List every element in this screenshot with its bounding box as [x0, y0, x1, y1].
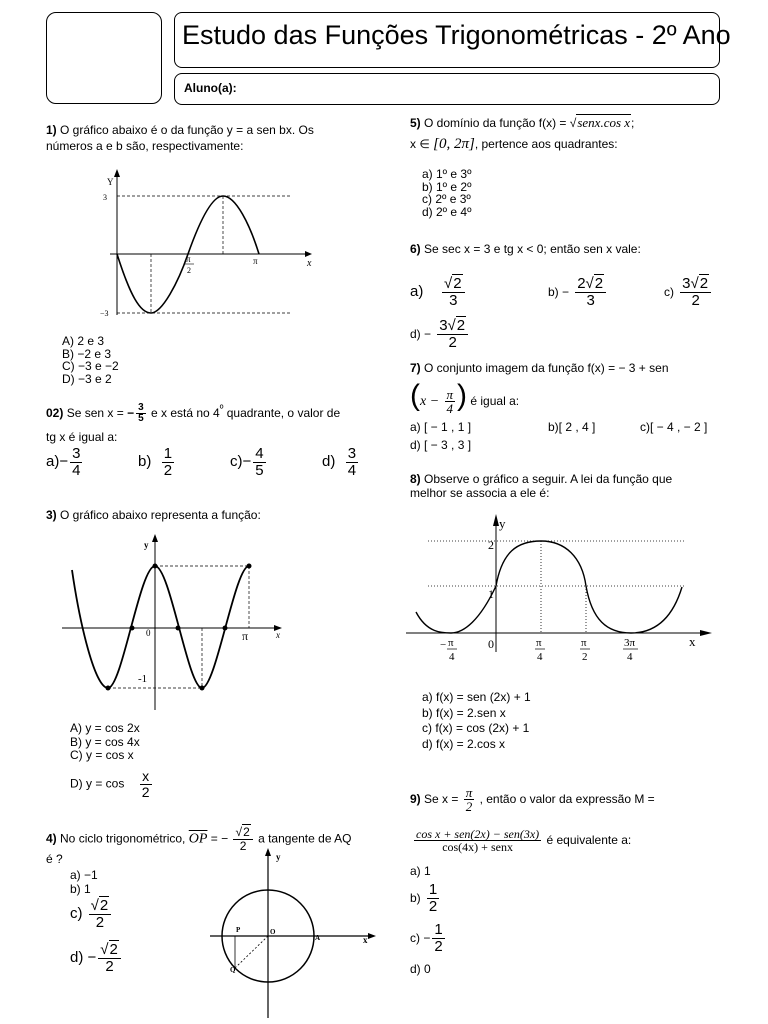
- q1-option-b[interactable]: B) −2 e 3: [62, 346, 112, 361]
- svg-text:0: 0: [488, 637, 494, 651]
- q4-option-b[interactable]: b) 1: [70, 882, 91, 896]
- q1-tick2: π: [253, 256, 258, 266]
- q1-y-arrow: [114, 169, 120, 177]
- q7-line1: 7) O conjunto imagem da função f(x) = − 3 + sen: [410, 361, 669, 375]
- q8-graph: [402, 512, 720, 677]
- svg-text:π: π: [242, 629, 249, 643]
- svg-text:x: x: [276, 630, 280, 640]
- q2-line1: 02) Se sen x = − $\frac{3}{5}$ e x está no $4^º$ quadrante, o valor de: [46, 401, 341, 425]
- q4-option-d[interactable]: d) − $\frac{√2}{2}$: [70, 942, 123, 975]
- q2-line2: tg x é igual a:: [46, 430, 118, 444]
- student-name-label: Aluno(a):: [184, 81, 237, 95]
- q3-option-a[interactable]: A) y = cos 2x: [70, 721, 140, 735]
- q8-line2: melhor se associa a ele é:: [410, 486, 550, 500]
- q5-option-d[interactable]: d) 2º e 4º: [422, 204, 472, 219]
- q3-option-b[interactable]: B) y = cos 4x: [70, 734, 140, 749]
- q1-tick1-den: 2: [187, 266, 191, 275]
- svg-text:0: 0: [146, 628, 151, 638]
- q1-x-label: x: [307, 258, 312, 269]
- q4-option-c[interactable]: c) $\frac{√2}{2}$: [70, 898, 113, 931]
- q3-text: 3) O gráfico abaixo representa a função:: [46, 508, 261, 522]
- q6-option-a[interactable]: a) $\frac{√2}{3}$: [410, 276, 467, 309]
- q4-unit-circle: [210, 848, 380, 1020]
- q9-expression: $\frac{\text{cos x + sen(2x) − sen(3x)}}{\text{cos(4x) + senx}}$ é equivalente a:: [416, 826, 632, 855]
- student-name-field[interactable]: [174, 73, 720, 105]
- q1-tick1: π: [186, 254, 191, 264]
- q4-line2: é ?: [46, 852, 63, 866]
- svg-text:4: 4: [449, 651, 455, 663]
- page-title: Estudo das Funções Trigonométricas - 2º Ano: [182, 20, 731, 50]
- svg-text:y: y: [499, 516, 506, 531]
- q2-option-b[interactable]: b) $\frac{1}{2}$: [138, 445, 173, 479]
- q3-option-d[interactable]: D) y = cos $\frac{x}{2}$: [70, 768, 150, 800]
- q6-option-c[interactable]: c) $\frac{3√2}{2}$: [664, 276, 713, 309]
- svg-text:2: 2: [488, 538, 494, 552]
- q7-option-a[interactable]: a) [ − 1 , 1 ]: [410, 420, 472, 434]
- q1-options: [62, 335, 119, 385]
- q1-option-d[interactable]: D) −3 e 2: [62, 371, 112, 386]
- q5-line2: x ∈ [0, 2π], pertence aos quadrantes:: [410, 136, 618, 152]
- svg-text:y: y: [276, 852, 281, 862]
- q8-option-a[interactable]: a) f(x) = sen (2x) + 1: [422, 690, 531, 704]
- q9-option-b[interactable]: b) $\frac{1}{2}$: [410, 881, 438, 915]
- q6-option-b[interactable]: b) − $\frac{2√2}{3}$: [548, 276, 608, 309]
- q8-curve: [416, 541, 682, 633]
- svg-text:2: 2: [582, 651, 588, 663]
- q7-option-d[interactable]: d) [ − 3 , 3 ]: [410, 438, 472, 452]
- q9-option-d[interactable]: d) 0: [410, 962, 431, 976]
- q9-line1: 9) Se x = $\frac{\pi}{2}$ , então o valor da expressão M =: [410, 784, 655, 815]
- q6-option-d[interactable]: d) − $\frac{3√2}{2}$: [410, 318, 470, 351]
- q1-line1: 1) O gráfico abaixo é o da função y = a sen bx. Os: [46, 123, 314, 137]
- q1-y-bottom: −3: [100, 309, 109, 318]
- svg-text:4: 4: [627, 651, 633, 663]
- q1-y-top: 3: [103, 193, 107, 202]
- svg-text:P: P: [236, 926, 241, 934]
- svg-text:π: π: [581, 637, 587, 649]
- svg-text:y: y: [144, 540, 149, 550]
- q9-option-a[interactable]: a) 1: [410, 864, 431, 878]
- q5-option-b[interactable]: b) 1º e 2º: [422, 179, 472, 194]
- q1-sine-graph: [90, 165, 330, 325]
- svg-text:π: π: [448, 637, 454, 649]
- q7-option-c[interactable]: c)[ − 4 , − 2 ]: [640, 420, 708, 434]
- q1-x-arrow: [305, 251, 312, 257]
- logo-box: [46, 12, 162, 104]
- svg-text:O: O: [270, 928, 276, 936]
- q3-curve: [72, 566, 249, 688]
- q1-option-a[interactable]: A) 2 e 3: [62, 334, 105, 348]
- svg-text:1: 1: [488, 587, 494, 601]
- svg-text:A: A: [315, 934, 321, 942]
- q4-option-a[interactable]: a) −1: [70, 868, 98, 882]
- q8-option-d[interactable]: d) f(x) = 2.cos x: [422, 736, 506, 751]
- q3-option-c[interactable]: C) y = cos x: [70, 748, 134, 762]
- q2-option-c[interactable]: c)− $\frac{4}{5}$: [230, 445, 264, 479]
- q8-option-c[interactable]: c) f(x) = cos (2x) + 1: [422, 721, 530, 735]
- q8-line1: 8) Observe o gráfico a seguir. A lei da função que: [410, 472, 673, 486]
- q5-options: [422, 168, 471, 218]
- svg-text:x: x: [689, 634, 696, 649]
- q3-cos-graph: [60, 530, 300, 715]
- q1-option-c[interactable]: C) −3 e −2: [62, 359, 119, 373]
- q1-y-label: Y: [107, 177, 114, 187]
- q7-line2: (x − $\frac{\pi}{4}$ ) é igual a:: [410, 379, 520, 417]
- q5-option-c[interactable]: c) 2º e 3º: [422, 192, 471, 206]
- q5-option-a[interactable]: a) 1º e 3º: [422, 167, 472, 181]
- svg-text:x: x: [363, 935, 368, 945]
- q7-option-b[interactable]: b)[ 2 , 4 ]: [548, 420, 596, 434]
- svg-text:-1: -1: [138, 673, 148, 685]
- q1-line2: números a e b são, respectivamente:: [46, 139, 244, 153]
- svg-text:π: π: [536, 637, 542, 649]
- q4-line1: 4) No ciclo trigonométrico, $\overline{OP}$ = − $\frac{√2}{2}$ a tangente de AQ: [46, 825, 352, 853]
- q5-line1: 5) O domínio da função f(x) = √senx.cos x;: [410, 115, 635, 130]
- q3-options: [70, 722, 140, 763]
- q9-option-c[interactable]: c) − $\frac{1}{2}$: [410, 921, 443, 955]
- q2-option-a[interactable]: a)− $\frac{3}{4}$: [46, 445, 81, 479]
- svg-text:−: −: [440, 639, 447, 651]
- svg-text:3π: 3π: [624, 637, 636, 649]
- q8-option-b[interactable]: b) f(x) = 2.sen x: [422, 705, 506, 720]
- svg-text:4: 4: [537, 651, 543, 663]
- q8-options: [422, 690, 531, 752]
- q2-option-d[interactable]: d) $\frac{3}{4}$: [322, 445, 357, 479]
- q6-text: 6) Se sec x = 3 e tg x < 0; então sen x vale:: [410, 242, 641, 256]
- svg-text:Q: Q: [230, 966, 236, 974]
